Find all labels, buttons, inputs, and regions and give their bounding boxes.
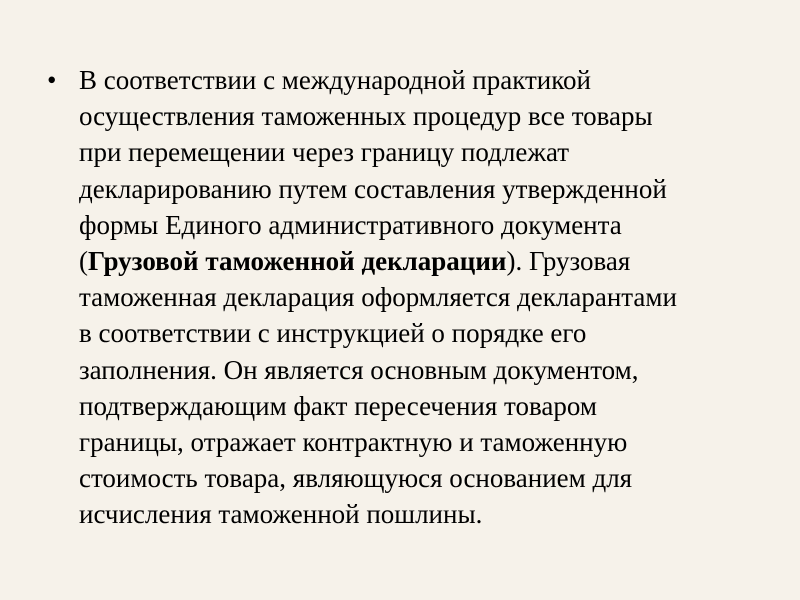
paragraph-line-11: границы, отражает контрактную и таможенную [79, 427, 628, 458]
paragraph-line-10: подтверждающим факт пересечения товаром [79, 390, 597, 421]
paragraph-line-4: декларированию путем составления утвержденной [79, 173, 667, 204]
paragraph-line-13: исчисления таможенной пошлины. [79, 499, 483, 530]
paragraph-line-7: таможенная декларация оформляется декларантами [79, 282, 677, 313]
paragraph-line-9: заполнения. Он является основным документом, [79, 354, 639, 385]
bullet-icon: • [47, 65, 57, 95]
paragraph-line-8: в соответствии с инструкцией о порядке его [79, 318, 587, 349]
paragraph-line-5: формы Единого административного документа [79, 209, 622, 240]
paragraph-line-6 [79, 243, 767, 279]
bullet-item [47, 62, 767, 533]
paragraph-line-12: стоимость товара, являющуюся основанием для [79, 463, 633, 494]
bold-term: Грузовой таможенной декларации [88, 246, 507, 277]
paragraph-line-2: осуществления таможенных процедур все товары [79, 101, 653, 132]
paragraph-line-3: при перемещении через границу подлежат [79, 137, 570, 168]
bullet-list [47, 62, 767, 533]
paragraph-line-1: В соответствии с международной практикой [79, 65, 591, 95]
line-6-rest: ). Грузовая [506, 246, 631, 277]
open-parenthesis: ( [79, 246, 88, 277]
